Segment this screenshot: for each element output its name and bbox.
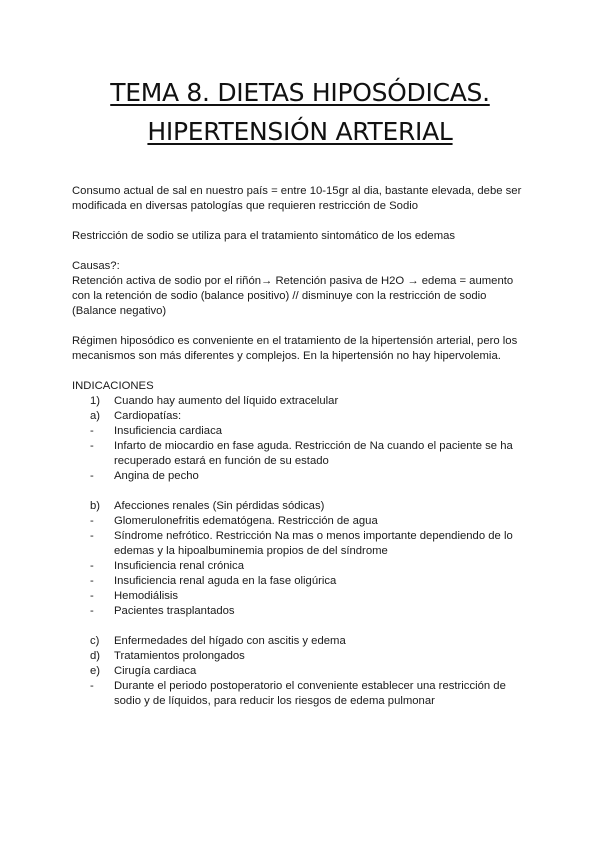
list-item: - Angina de pecho xyxy=(90,470,199,482)
list-item: - Infarto de miocardio en fase aguda. Restricción de Na cuando el paciente se ha recuperado estará en función de su estado xyxy=(90,440,513,467)
list-item: - Síndrome nefrótico. Restricción Na mas o menos importante dependiendo de lo edemas y la hipoalbuminemia propios de del síndrome xyxy=(90,530,513,557)
list-item: - Insuficiencia renal aguda en la fase oligúrica xyxy=(90,575,337,587)
indicaciones-list-2 xyxy=(72,499,532,619)
indicaciones-heading: INDICACIONES xyxy=(72,380,154,392)
paragraph-regimen: Régimen hiposódico es conveniente en el tratamiento de la hipertensión arterial, pero los mecanismos son más diferentes y complejos. En la hipertensión no hay hipervolemia. xyxy=(72,335,518,362)
causas-label: Causas?: xyxy=(72,260,120,272)
list-item: - Insuficiencia cardiaca xyxy=(90,425,223,437)
list-item: b) Afecciones renales (Sin pérdidas sódicas) xyxy=(90,500,325,512)
list-item: - Glomerulonefritis edematógena. Restricción de agua xyxy=(90,515,378,527)
list-item: - Hemodiálisis xyxy=(90,590,179,602)
indicaciones-list-1 xyxy=(72,394,532,484)
list-item: - Pacientes trasplantados xyxy=(90,605,235,617)
list-item: c) Enfermedades del hígado con ascitis y edema xyxy=(90,635,346,647)
paragraph-restriccion: Restricción de sodio se utiliza para el tratamiento sintomático de los edemas xyxy=(72,230,456,242)
list-item: e) Cirugía cardiaca xyxy=(90,665,197,677)
list-item: - Durante el periodo postoperatorio el conveniente establecer una restricción de sodio y de líquidos, para reducir los riesgos de edema pulmonar xyxy=(90,680,506,707)
list-item: a) Cardiopatías: xyxy=(90,410,182,422)
list-item: d) Tratamientos prolongados xyxy=(90,650,245,662)
paragraph-consumo: Consumo actual de sal en nuestro país = entre 10-15gr al dia, bastante elevada, debe ser modificada en diversas patologías que requieren restricción de Sodio xyxy=(72,185,522,212)
document-body xyxy=(72,184,532,709)
page-title-line-1: TEMA 8. DIETAS HIPOSÓDICAS. xyxy=(110,78,490,107)
page-title-line-2: HIPERTENSIÓN ARTERIAL xyxy=(147,117,453,146)
list-item: - Insuficiencia renal crónica xyxy=(90,560,244,572)
list-item: 1) Cuando hay aumento del líquido extracelular xyxy=(90,395,339,407)
indicaciones-list-3 xyxy=(72,634,532,709)
causas-text: Retención activa de sodio por el riñón→ Retención pasiva de H2O → edema = aumento con la retención de sodio (balance positivo) // disminuye con la restricción de sodio (Balance negativo) xyxy=(72,275,514,317)
